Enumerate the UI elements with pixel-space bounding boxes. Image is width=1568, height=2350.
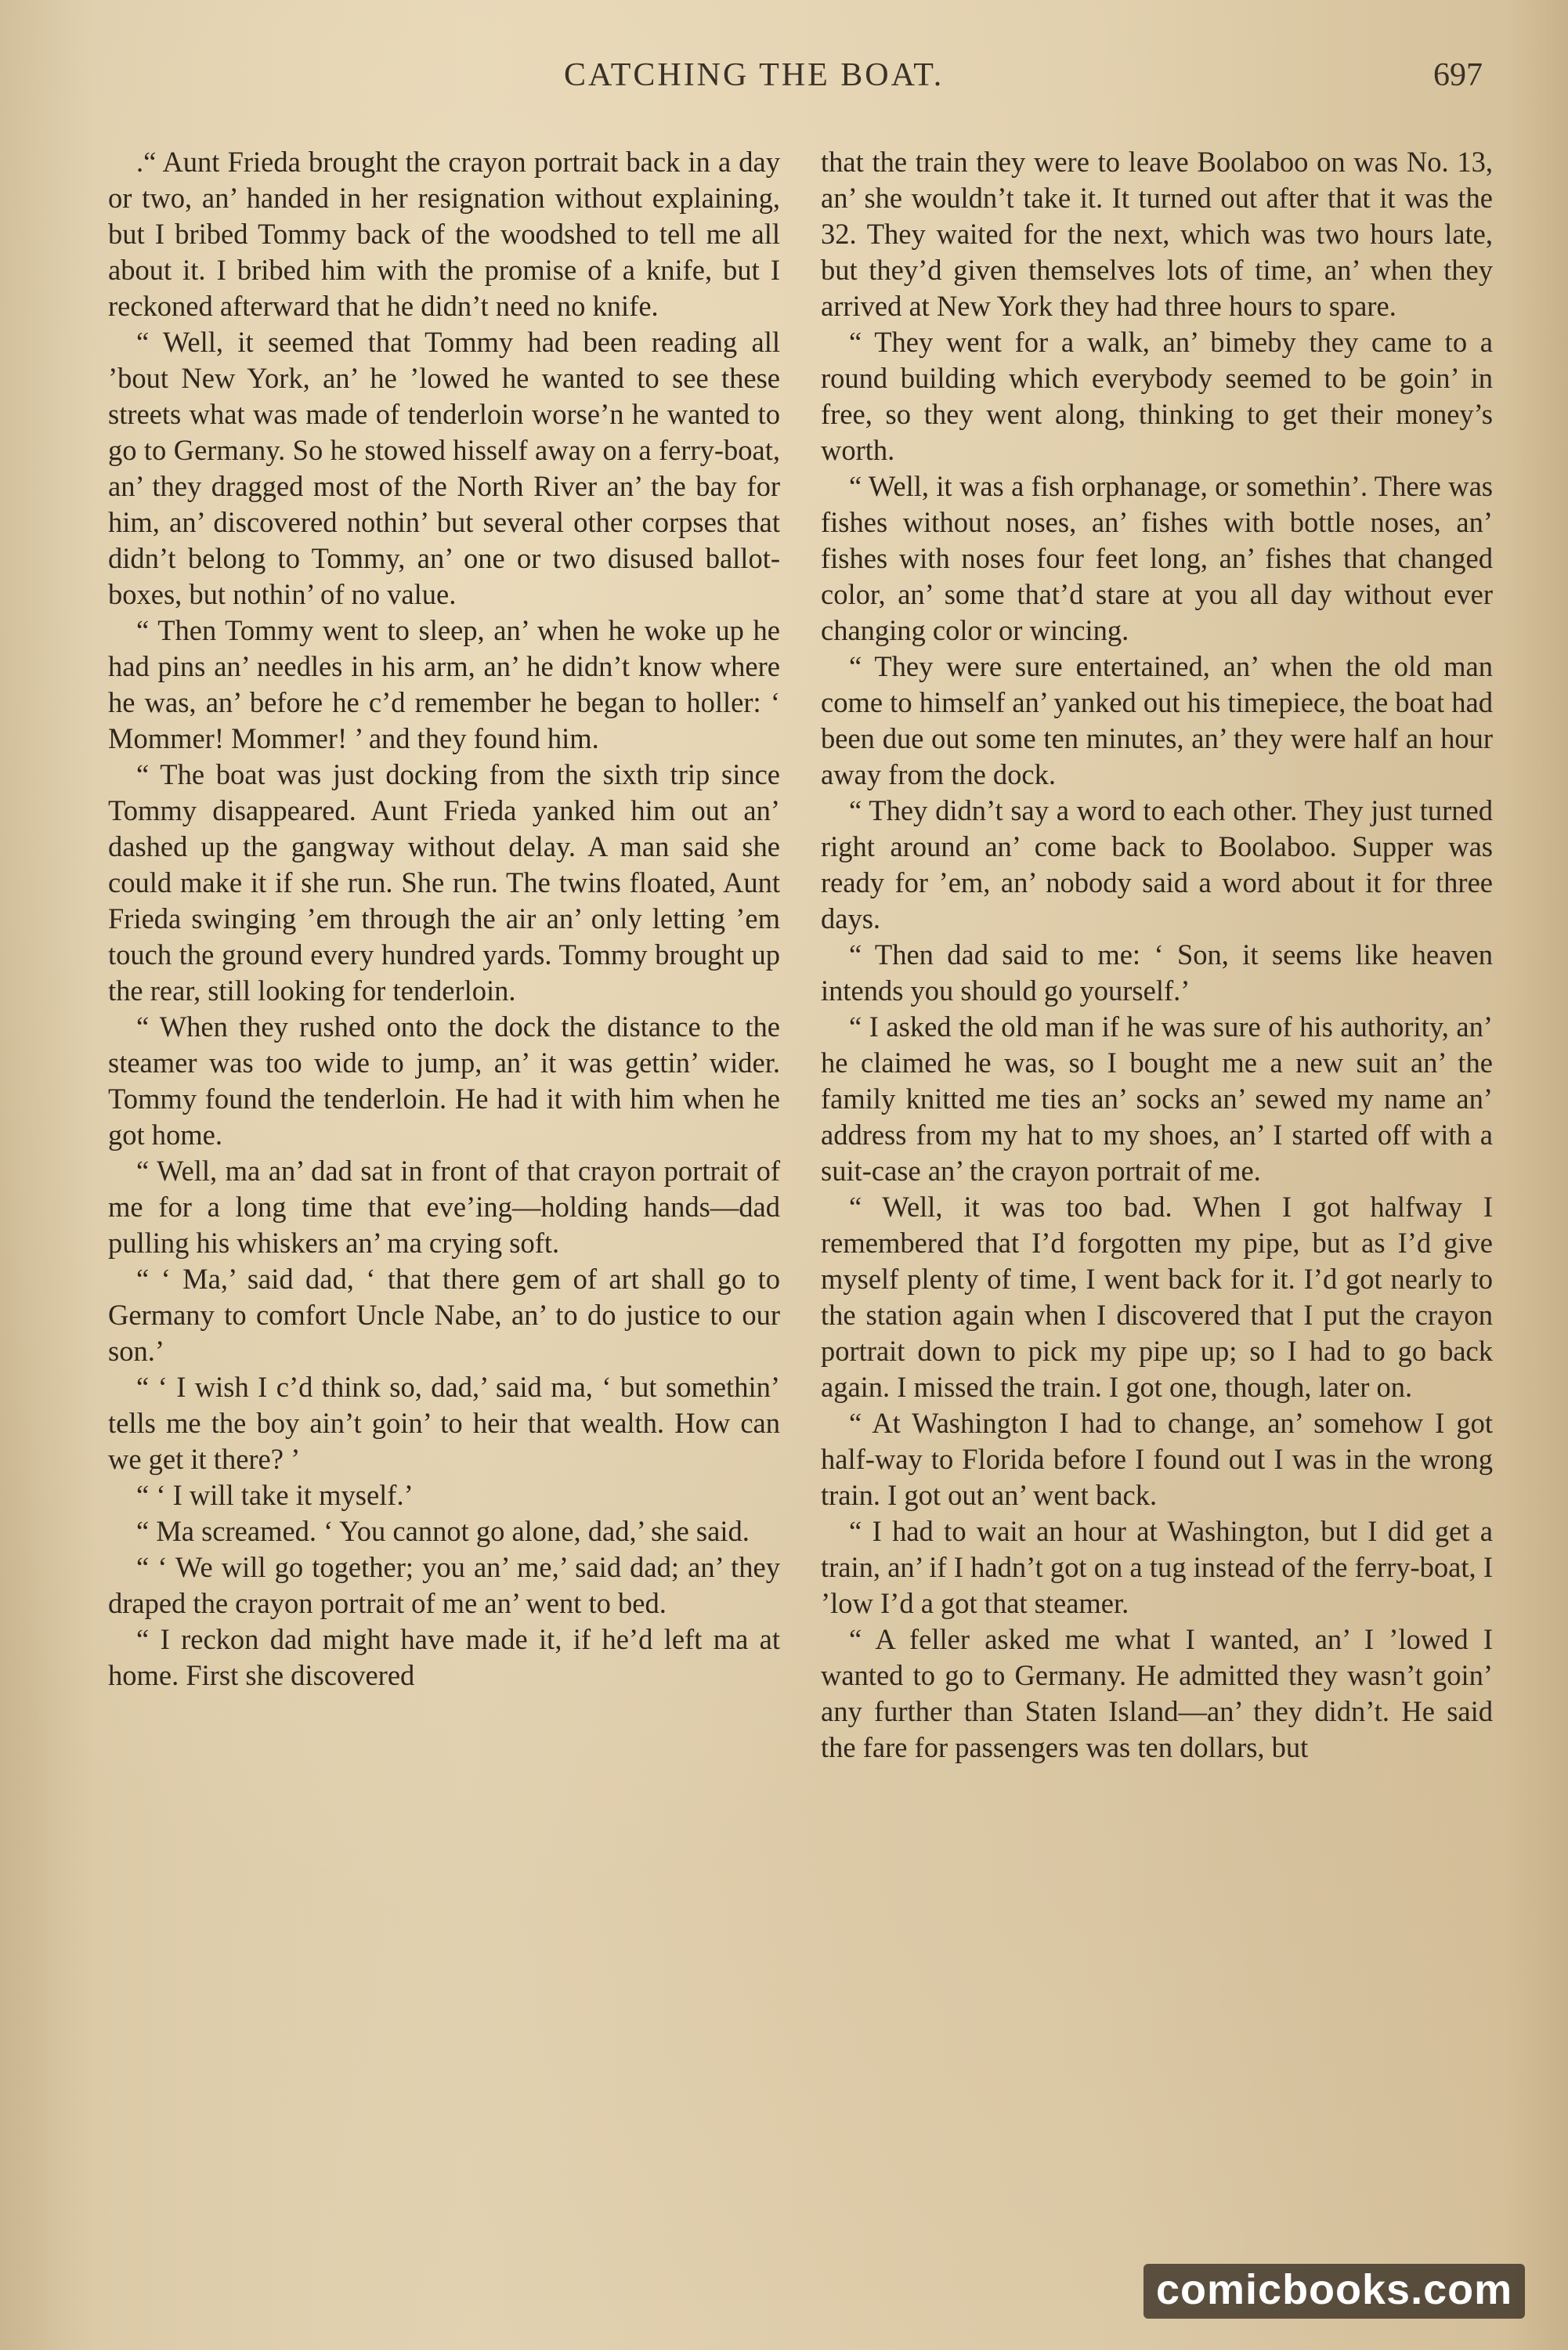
watermark: comicbooks.com [1143,2264,1525,2319]
paragraph: “ Well, it seemed that Tommy had been reading all ’bout New York, an’ he ’lowed he wanted to see these streets what was made of tenderloin worse’n he wanted to go to Germany. So he stowed hisself away on a ferry-boat, an’ they dragged most of the North River an’ the bay for him, an’ discovered nothin’ but several other corpses that didn’t belong to Tommy, an’ one or two disused ballot-boxes, but nothin’ of no value. [108,326,780,610]
paragraph: “ ‘ Ma,’ said dad, ‘ that there gem of art shall go to Germany to comfort Uncle Nabe, an’ to do justice to our son.’ [108,1263,780,1367]
paragraph: “ Well, it was a fish orphanage, or somethin’. There was fishes without noses, an’ fishes with bottle noses, an’ fishes with noses four feet long, an’ fishes that changed color, an’ some that’d stare at you all day without ever changing color or wincing. [821,470,1493,646]
paragraph: .“ Aunt Frieda brought the crayon portrait back in a day or two, an’ handed in her resignation without explaining, but I bribed Tommy back of the woodshed to tell me all about it. I bribed him with the promise of a knife, but I reckoned afterward that he didn’t need no knife. [108,146,780,322]
right-column [821,144,1493,1766]
running-title: CATCHING THE BOAT. [564,57,945,93]
paragraph: “ ‘ I will take it myself.’ [136,1479,414,1511]
paragraph: “ At Washington I had to change, an’ somehow I got half-way to Florida before I found out I was in the wrong train. I got out an’ went back. [821,1407,1493,1511]
paragraph: “ They were sure entertained, an’ when the old man come to himself an’ yanked out his timepiece, the boat had been due out some ten minutes, an’ they were half an hour away from the dock. [821,650,1493,790]
paragraph: “ They didn’t say a word to each other. They just turned right around an’ come back to Boolaboo. Supper was ready for ’em, an’ nobody said a word about it for three days. [821,794,1493,935]
paragraph: “ Ma screamed. ‘ You cannot go alone, dad,’ she said. [136,1515,750,1547]
page-number: 697 [1433,57,1483,93]
paragraph: “ Then dad said to me: ‘ Son, it seems like heaven intends you should go yourself.’ [821,938,1493,1007]
paragraph: “ They went for a walk, an’ bimeby they came to a round building which everybody seemed to be goin’ in free, so they went along, thinking to get their money’s worth. [821,326,1493,466]
paragraph: “ A feller asked me what I wanted, an’ I ’lowed I wanted to go to Germany. He admitted they wasn’t goin’ any further than Staten Island—an’ they didn’t. He said the fare for passengers was ten dollars, but [821,1623,1493,1763]
paragraph: “ I reckon dad might have made it, if he’d left ma at home. First she discovered [108,1623,780,1691]
paragraph: “ Well, ma an’ dad sat in front of that crayon portrait of me for a long time that eve’ing—holding hands—dad pulling his whiskers an’ ma crying soft. [108,1155,780,1259]
paragraph: “ ‘ We will go together; you an’ me,’ said dad; an’ they draped the crayon portrait of me an’ went to bed. [108,1551,780,1619]
paragraph-continuation: that the train they were to leave Boolaboo on was No. 13, an’ she wouldn’t take it. It turned out after that it was the 32. They waited for the next, which was two hours late, but they’d given themselves lots of time, an’ when they arrived at New York they had three hours to spare. [821,146,1493,322]
paragraph: “ ‘ I wish I c’d think so, dad,’ said ma, ‘ but somethin’ tells me the boy ain’t goin’ to heir that wealth. How can we get it there? ’ [108,1371,780,1475]
paragraph: “ The boat was just docking from the sixth trip since Tommy disappeared. Aunt Frieda yanked him out an’ dashed up the gangway without delay. A man said she could make it if she run. She run. The twins floated, Aunt Frieda swinging ’em through the air an’ only letting ’em touch the ground every hundred yards. Tommy brought up the rear, still looking for tenderloin. [108,758,780,1007]
paragraph: “ I had to wait an hour at Washington, but I did get a train, an’ if I hadn’t got on a tug instead of the ferry-boat, I ’low I’d a got that steamer. [821,1515,1493,1619]
left-column [108,144,780,1694]
paragraph: “ Well, it was too bad. When I got halfway I remembered that I’d forgotten my pipe, but as I’d give myself plenty of time, I went back for it. I’d got nearly to the station again when I discovered that I put the crayon portrait down to pick my pipe up; so I had to go back again. I missed the train. I got one, though, later on. [821,1191,1493,1403]
running-head [0,56,1568,111]
paragraph: “ Then Tommy went to sleep, an’ when he woke up he had pins an’ needles in his arm, an’ he didn’t know where he was, an’ before he c’d remember he began to holler: ‘ Mommer! Mommer! ’ and they found him. [108,614,780,754]
paragraph: “ When they rushed onto the dock the distance to the steamer was too wide to jump, an’ it was gettin’ wider. Tommy found the tenderloin. He had it with him when he got home. [108,1010,780,1151]
paragraph: “ I asked the old man if he was sure of his authority, an’ he claimed he was, so I bought me a new suit an’ the family knitted me ties an’ socks an’ sewed my name an’ address from my hat to my shoes, an’ I started off with a suit-case an’ the crayon portrait of me. [821,1010,1493,1187]
